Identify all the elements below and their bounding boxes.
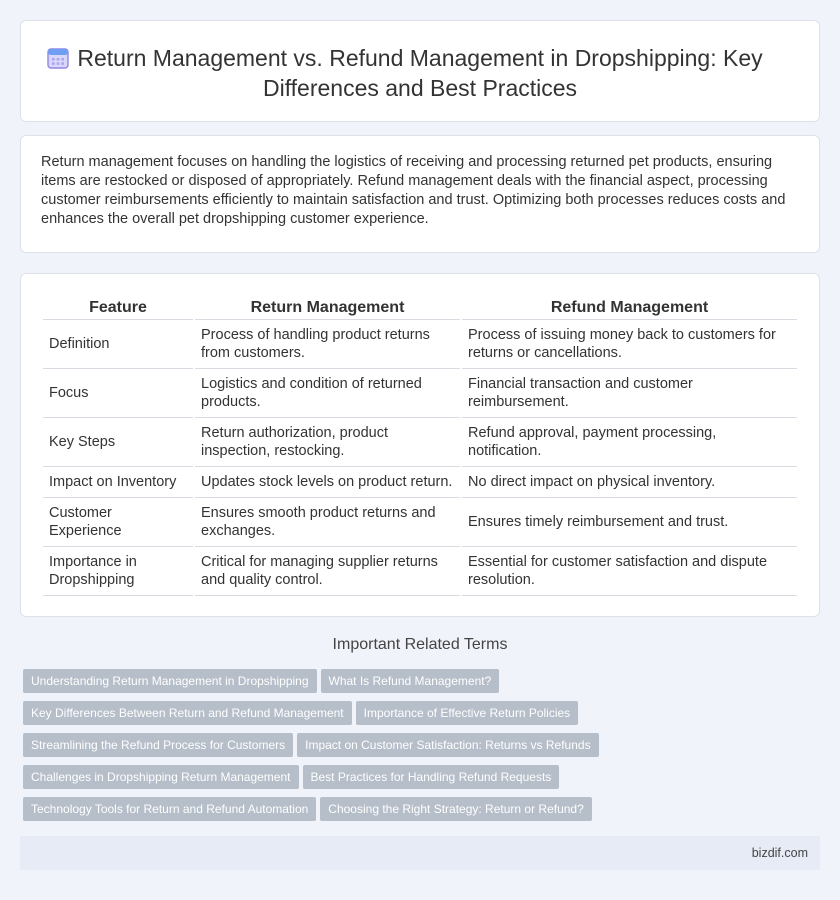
refund-cell: No direct impact on physical inventory.	[462, 467, 797, 498]
related-term-tag[interactable]: Impact on Customer Satisfaction: Returns vs Refunds	[297, 733, 598, 757]
comparison-card	[20, 273, 820, 617]
return-cell: Return authorization, product inspection, restocking.	[195, 418, 460, 467]
table-row	[43, 369, 797, 418]
related-terms-title: Important Related Terms	[332, 636, 508, 653]
footer	[20, 836, 820, 870]
return-cell: Ensures smooth product returns and exchanges.	[195, 498, 460, 547]
return-cell: Process of handling product returns from customers.	[195, 320, 460, 369]
refund-cell: Process of issuing money back to customers for returns or cancellations.	[462, 320, 797, 369]
feature-cell: Impact on Inventory	[43, 467, 193, 498]
related-term-tag[interactable]: Understanding Return Management in Dropshipping	[23, 669, 317, 693]
refund-cell: Essential for customer satisfaction and dispute resolution.	[462, 547, 797, 596]
refund-cell: Financial transaction and customer reimbursement.	[462, 369, 797, 418]
table-row	[43, 418, 797, 467]
feature-cell: Customer Experience	[43, 498, 193, 547]
page-title: Return Management vs. Refund Management in Dropshipping: Key Differences and Best Practices	[77, 45, 763, 101]
related-term-tag[interactable]: Choosing the Right Strategy: Return or Refund?	[320, 797, 591, 821]
related-term-tag[interactable]: Key Differences Between Return and Refund Management	[23, 701, 352, 725]
header-card	[20, 20, 820, 122]
summary-card	[20, 135, 820, 253]
refund-cell: Refund approval, payment processing, notification.	[462, 418, 797, 467]
table-row	[43, 320, 797, 369]
table-row	[43, 467, 797, 498]
comparison-table	[41, 296, 799, 596]
table-row	[43, 498, 797, 547]
footer-site-link[interactable]: bizdif.com	[751, 846, 808, 860]
return-cell: Critical for managing supplier returns and quality control.	[195, 547, 460, 596]
header-return-management: Return Management	[195, 296, 460, 320]
related-term-tag[interactable]: Challenges in Dropshipping Return Management	[23, 765, 299, 789]
refund-cell: Ensures timely reimbursement and trust.	[462, 498, 797, 547]
related-term-tag[interactable]: Technology Tools for Return and Refund Automation	[23, 797, 316, 821]
related-term-tag[interactable]: Best Practices for Handling Refund Requests	[303, 765, 560, 789]
feature-cell: Key Steps	[43, 418, 193, 467]
return-cell: Logistics and condition of returned products.	[195, 369, 460, 418]
header-refund-management: Refund Management	[462, 296, 797, 320]
return-cell: Updates stock levels on product return.	[195, 467, 460, 498]
summary-text: Return management focuses on handling the logistics of receiving and processing returned pet products, ensuring items are restocked or disposed of appropriately. Refund management deals with the financial aspect, processing customer reimbursements efficiently to maintain satisfaction and trust. Optimizing both processes reduces costs and enhances the overall pet dropshipping customer experience.	[41, 154, 786, 227]
feature-cell: Importance in Dropshipping	[43, 547, 193, 596]
feature-cell: Definition	[43, 320, 193, 369]
related-term-tag[interactable]: Importance of Effective Return Policies	[356, 701, 579, 725]
table-row	[43, 547, 797, 596]
related-term-tag[interactable]: Streamlining the Refund Process for Customers	[23, 733, 293, 757]
related-terms-list	[23, 669, 813, 829]
header-feature: Feature	[43, 296, 193, 320]
feature-cell: Focus	[43, 369, 193, 418]
related-term-tag[interactable]: What Is Refund Management?	[321, 669, 500, 693]
